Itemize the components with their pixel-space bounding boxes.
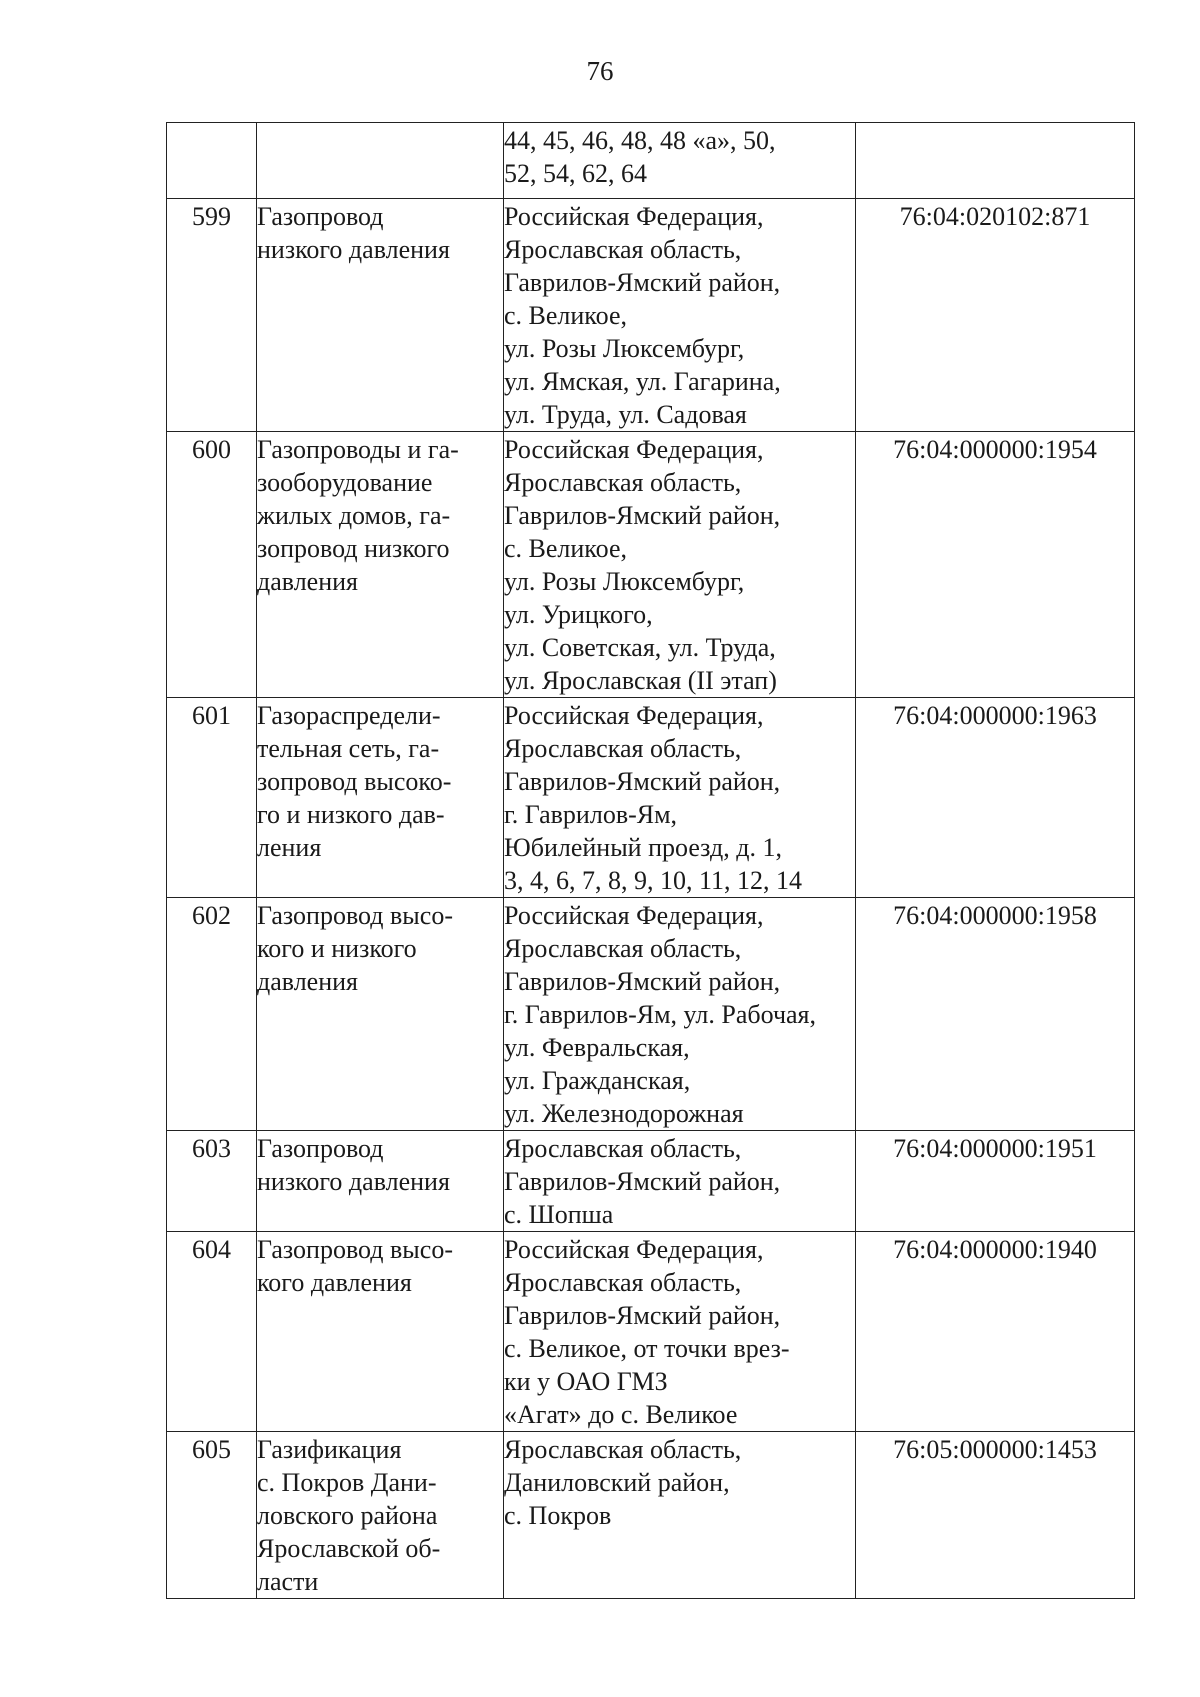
address-line: Российская Федерация, <box>504 435 764 464</box>
name-line: Газификация <box>257 1435 402 1464</box>
address-line: Даниловский район, <box>504 1468 730 1497</box>
object-name <box>257 898 504 1131</box>
address-line: «Агат» до с. Великое <box>504 1400 738 1429</box>
address-line: Российская Федерация, <box>504 901 764 930</box>
address-line: ул. Урицкого, <box>504 600 653 629</box>
row-number: 603 <box>167 1131 257 1232</box>
address-line: ул. Февральская, <box>504 1033 690 1062</box>
table-row <box>167 432 1135 698</box>
cadastral-number: 76:05:000000:1453 <box>856 1432 1135 1599</box>
row-number: 601 <box>167 698 257 898</box>
name-line: Газопровод <box>257 202 384 231</box>
address-line: Российская Федерация, <box>504 202 764 231</box>
cadastral-number <box>856 123 1135 199</box>
address-line: Гаврилов-Ямский район, <box>504 1167 781 1196</box>
address-line: ул. Розы Люксембург, <box>504 567 745 596</box>
name-line: Газораспредели- <box>257 701 441 730</box>
address-line: с. Великое, <box>504 534 627 563</box>
object-address <box>504 199 856 432</box>
address-line: ки у ОАО ГМЗ <box>504 1367 668 1396</box>
name-line: ловского района <box>257 1501 438 1530</box>
address-line: Ярославская область, <box>504 734 742 763</box>
name-line: зооборудование <box>257 468 433 497</box>
name-line: зопровод высоко- <box>257 767 452 796</box>
name-line: кого давления <box>257 1268 412 1297</box>
object-name <box>257 1432 504 1599</box>
table-row <box>167 1432 1135 1599</box>
object-name <box>257 698 504 898</box>
address-line: ул. Розы Люксембург, <box>504 334 745 363</box>
table-row <box>167 199 1135 432</box>
cadastral-number: 76:04:000000:1958 <box>856 898 1135 1131</box>
table-row <box>167 898 1135 1131</box>
address-line: ул. Советская, ул. Труда, <box>504 633 776 662</box>
row-number <box>167 123 257 199</box>
address-line: Гаврилов-Ямский район, <box>504 268 781 297</box>
row-number: 605 <box>167 1432 257 1599</box>
cadastral-number: 76:04:000000:1963 <box>856 698 1135 898</box>
object-name <box>257 1232 504 1432</box>
name-line: с. Покров Дани- <box>257 1468 437 1497</box>
object-name <box>257 199 504 432</box>
address-line: Ярославская область, <box>504 1134 742 1163</box>
name-line: низкого давления <box>257 1167 450 1196</box>
address-line: 44, 45, 46, 48, 48 «а», 50, <box>504 126 776 155</box>
name-line: Газопроводы и га- <box>257 435 459 464</box>
address-line: Ярославская область, <box>504 1268 742 1297</box>
address-line: Российская Федерация, <box>504 701 764 730</box>
table-row <box>167 698 1135 898</box>
table-row <box>167 1232 1135 1432</box>
object-address <box>504 1232 856 1432</box>
object-name <box>257 432 504 698</box>
cadastral-number: 76:04:020102:871 <box>856 199 1135 432</box>
address-line: г. Гаврилов-Ям, <box>504 800 678 829</box>
row-number: 604 <box>167 1232 257 1432</box>
row-number: 602 <box>167 898 257 1131</box>
row-number: 599 <box>167 199 257 432</box>
object-name <box>257 123 504 199</box>
object-address <box>504 432 856 698</box>
address-line: с. Покров <box>504 1501 612 1530</box>
name-line: тельная сеть, га- <box>257 734 440 763</box>
name-line: зопровод низкого <box>257 534 450 563</box>
name-line: Газопровод высо- <box>257 901 453 930</box>
address-line: Ярославская область, <box>504 468 742 497</box>
address-line: г. Гаврилов-Ям, ул. Рабочая, <box>504 1000 817 1029</box>
address-line: Ярославская область, <box>504 235 742 264</box>
address-line: с. Шопша <box>504 1200 614 1229</box>
name-line: жилых домов, га- <box>257 501 451 530</box>
object-address <box>504 698 856 898</box>
object-name <box>257 1131 504 1232</box>
object-address <box>504 1432 856 1599</box>
object-address <box>504 123 856 199</box>
name-line: давления <box>257 567 359 596</box>
cadastral-number: 76:04:000000:1940 <box>856 1232 1135 1432</box>
name-line: Газопровод <box>257 1134 384 1163</box>
address-line: Гаврилов-Ямский район, <box>504 967 781 996</box>
address-line: с. Великое, <box>504 301 627 330</box>
table-row <box>167 123 1135 199</box>
name-line: давления <box>257 967 359 996</box>
address-line: ул. Ярославская (II этап) <box>504 666 777 695</box>
object-address <box>504 898 856 1131</box>
address-line: Гаврилов-Ямский район, <box>504 501 781 530</box>
object-address <box>504 1131 856 1232</box>
table-row <box>167 1131 1135 1232</box>
address-line: ул. Ямская, ул. Гагарина, <box>504 367 781 396</box>
address-line: Гаврилов-Ямский район, <box>504 767 781 796</box>
address-line: 52, 54, 62, 64 <box>504 159 647 188</box>
address-line: 3, 4, 6, 7, 8, 9, 10, 11, 12, 14 <box>504 866 803 895</box>
address-line: Российская Федерация, <box>504 1235 764 1264</box>
address-line: Ярославская область, <box>504 934 742 963</box>
address-line: с. Великое, от точки врез- <box>504 1334 790 1363</box>
name-line: кого и низкого <box>257 934 417 963</box>
name-line: ления <box>257 833 322 862</box>
name-line: го и низкого дав- <box>257 800 445 829</box>
name-line: Ярославской об- <box>257 1534 441 1563</box>
row-number: 600 <box>167 432 257 698</box>
name-line: ласти <box>257 1567 319 1596</box>
name-line: Газопровод высо- <box>257 1235 453 1264</box>
name-line: низкого давления <box>257 235 450 264</box>
address-line: ул. Гражданская, <box>504 1066 691 1095</box>
cadastral-number: 76:04:000000:1954 <box>856 432 1135 698</box>
address-line: Ярославская область, <box>504 1435 742 1464</box>
registry-table <box>166 122 1135 1599</box>
address-line: ул. Труда, ул. Садовая <box>504 400 747 429</box>
address-line: Гаврилов-Ямский район, <box>504 1301 781 1330</box>
page-number: 76 <box>586 56 614 86</box>
address-line: ул. Железнодорожная <box>504 1099 744 1128</box>
address-line: Юбилейный проезд, д. 1, <box>504 833 782 862</box>
cadastral-number: 76:04:000000:1951 <box>856 1131 1135 1232</box>
